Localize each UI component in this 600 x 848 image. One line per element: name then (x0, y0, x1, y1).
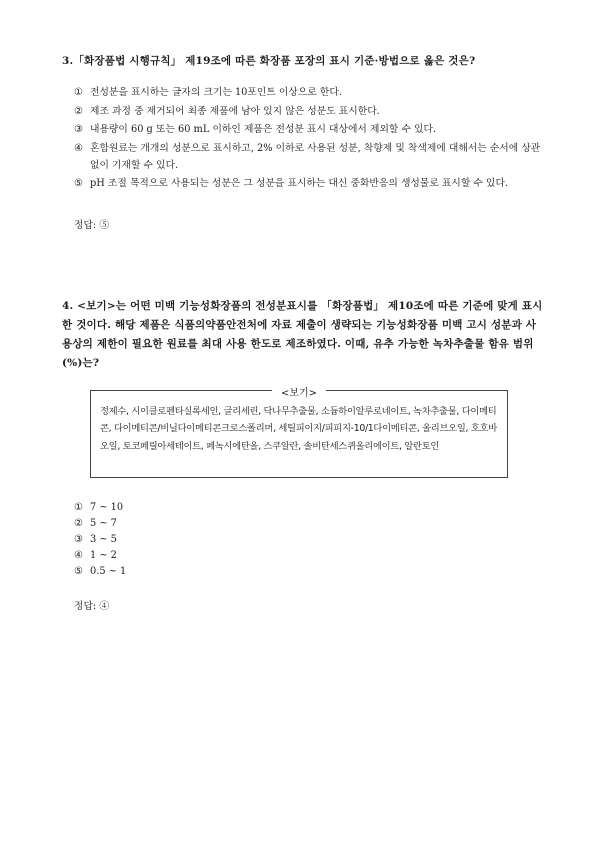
option-number: ② (74, 518, 83, 529)
question-4-option-4[interactable] (74, 548, 544, 564)
option-number: ④ (74, 142, 83, 154)
question-3-option-5[interactable] (74, 175, 544, 192)
option-number: ② (74, 105, 83, 117)
option-text: 혼합원료는 개개의 성분으로 표시하고, 2% 이하로 사용된 성분, 착향제 및 착색제에 대해서는 순서에 상관없이 기재할 수 있다. (90, 142, 541, 171)
question-3-title: 3.「화장품법 시행규칙」 제19조에 따른 화장품 포장의 표시 기준·방법으로 옳은 것은? (62, 55, 476, 67)
option-text: pH 조절 목적으로 사용되는 성분은 그 성분을 표시하는 대신 중화반응의 생성물로 표시할 수 있다. (90, 178, 509, 189)
option-text: 7 ~ 10 (90, 502, 124, 513)
question-3-answer: 정답: ⑤ (74, 220, 110, 231)
example-box-title: <보기> (272, 384, 326, 399)
question-4-option-3[interactable] (74, 532, 544, 548)
question-4-options (74, 500, 544, 580)
question-3-option-3[interactable] (74, 121, 544, 138)
option-number: ④ (74, 550, 83, 561)
option-text: 전성분을 표시하는 글자의 크기는 10포인트 이상으로 한다. (90, 87, 342, 98)
question-4-option-2[interactable] (74, 516, 544, 532)
option-number: ⑤ (74, 178, 83, 189)
option-text: 0.5 ~ 1 (90, 566, 127, 577)
question-4-title: 4. <보기>는 어떤 미백 기능성화장품의 전성분표시를 「화장품법」 제10조에 따른 기준에 맞게 표시한 것이다. 해당 제품은 식품의약품안전처에 자료 제출이 생략되는 기능성화장품 미백 고시 성분과 사용상의 제한이 필요한 원료를 최대 사용 한도로 제조하였다. 이때, 유추 가능한 녹차추출물 함유 범위(%)는? (62, 300, 543, 369)
option-number: ③ (74, 534, 83, 545)
question-4-option-1[interactable] (74, 500, 544, 516)
question-3-option-2[interactable] (74, 103, 544, 120)
option-number: ① (74, 502, 83, 513)
question-3-option-1[interactable] (74, 84, 544, 101)
option-text: 내용량이 60 g 또는 60 mL 이하인 제품은 전성분 표시 대상에서 제외할 수 있다. (90, 124, 437, 135)
option-number: ③ (74, 124, 83, 135)
question-4-answer: 정답: ④ (74, 601, 110, 612)
option-number: ① (74, 87, 83, 98)
question-4-option-5[interactable] (74, 564, 544, 580)
option-text: 5 ~ 7 (90, 518, 117, 529)
option-text: 3 ~ 5 (90, 534, 117, 545)
example-box-text: 정제수, 시이클로펜타실록세인, 글리세린, 닥나무추출물, 소듐하이알루로네이트, 녹차추출물, 다이메티콘, 다이메티콘/비닐다이메티콘크로스폴리머, 세틸피이지/피피지-10/1다이메티콘, 올리브오일, 호호바오일, 토코페릴아세테이트, 페녹시에탄올, 스쿠알란, 솔비탄세스퀴올리에이트, 알란토인 (100, 406, 497, 452)
question-3-options (74, 84, 544, 194)
example-box (90, 390, 508, 478)
option-number: ⑤ (74, 566, 83, 577)
question-3-option-4[interactable] (74, 140, 544, 174)
option-text: 1 ~ 2 (90, 550, 117, 561)
option-text: 제조 과정 중 제거되어 최종 제품에 남아 있지 않은 성분도 표시한다. (90, 105, 380, 117)
